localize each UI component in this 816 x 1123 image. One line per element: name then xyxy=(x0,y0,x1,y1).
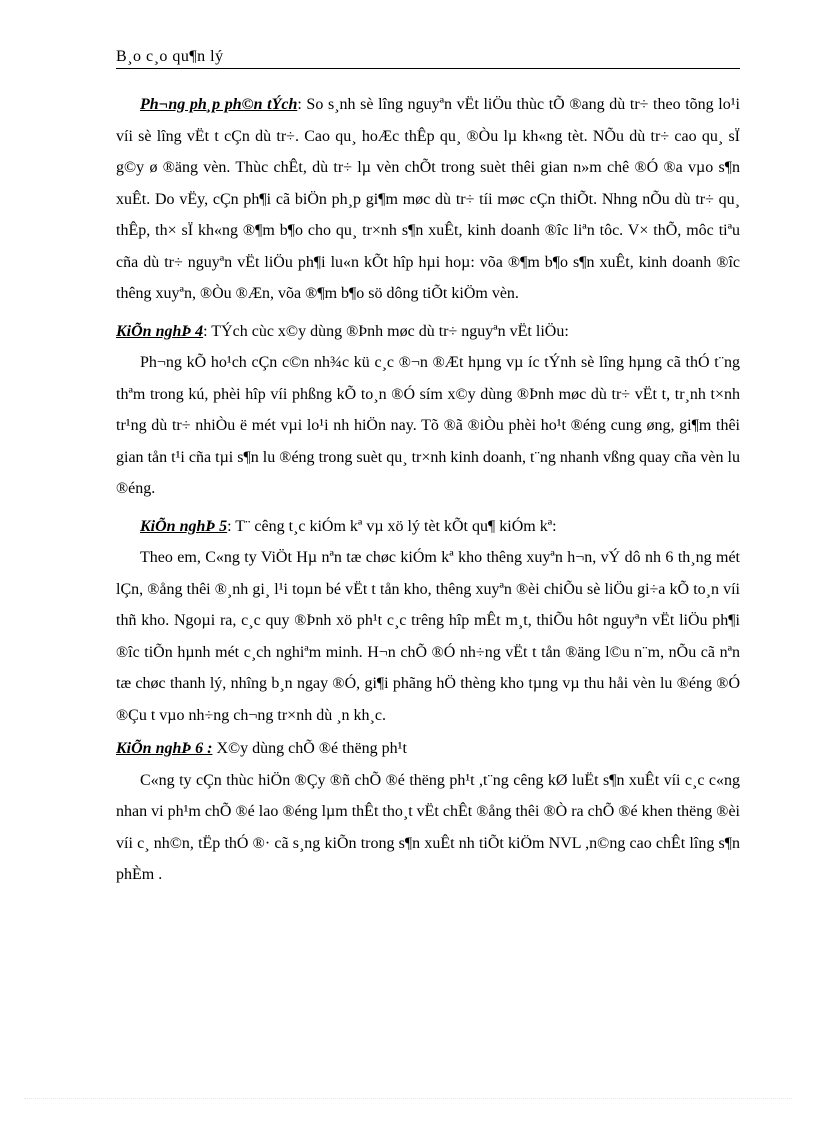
recommendation-5-heading xyxy=(116,511,740,543)
document-body xyxy=(116,89,740,891)
recommendation-6-heading xyxy=(116,733,740,765)
recommendation-4-label: KiÕn nghÞ 4 xyxy=(116,322,204,340)
recommendation-4-title: : TÝch cùc x©y dùng ®Þnh møc dù tr÷ nguyªn vËt liÖu: xyxy=(203,322,569,340)
recommendation-6-label: KiÕn nghÞ 6 : xyxy=(116,740,213,757)
analysis-method-text: : So s¸nh sè lîng nguyªn vËt liÖu thùc tÕ ®ang dù tr÷ theo tõng lo¹i víi sè lîng vËt t cÇn dù tr÷. Cao qu¸ hoÆc thÊp qu¸ ®Òu lµ kh«ng tèt. NÕu dù tr÷ cao qu¸ sÏ g©y ø ®äng vèn. Thùc chÊt, dù tr÷ lµ vèn chÕt trong suèt thêi gian n»m chê ®Ó ®a vµo s¶n xuÊt. Do vËy, cÇn ph¶i cã biÖn ph¸p gi¶m møc dù tr÷ tíi møc cÇn thiÕt. Nhng nÕu dù tr÷ qu¸ thÊp, th× sÏ kh«ng ®¶m b¶o cho qu¸ tr×nh s¶n xuÊt, kinh doanh ®îc liªn tôc. V× thÕ, môc tiªu cña dù tr÷ nguyªn vËt liÖu ph¶i lu«n kÕt hîp hµi hoµ: võa ®¶m b¶o s¶n xuÊt, kinh doanh ®îc thêng xuyªn, ®Òu ®Æn, võa ®¶m b¶o sö dông tiÕt kiÖm vèn. xyxy=(116,96,740,302)
analysis-method-label: Ph¬ng ph¸p ph©n tÝch xyxy=(140,96,298,113)
page-header: B¸o c¸o qu¶n lý xyxy=(116,48,740,69)
recommendation-5-title: : T¨ cêng t¸c kiÓm kª vµ xö lý tèt kÕt qu¶ kiÓm kª: xyxy=(227,517,557,535)
recommendation-5-body: Theo em, C«ng ty ViÖt Hµ nªn tæ chøc kiÓm kª kho thêng xuyªn h¬n, vÝ dô nh 6 th¸ng mét lÇn, ®ång thêi ®¸nh gi¸ l¹i toµn bé vËt t tån kho, thêng xuyªn ®èi chiÕu sè liÖu gi÷a kÕ to¸n víi thñ kho. Ngoµi ra, c¸c quy ®Þnh xö ph¹t c¸c trêng hîp mÊt m¸t, thiÕu hôt nguyªn vËt liÖu ph¶i ®îc tiÕn hµnh mét c¸ch nghiªm minh. H¬n chÕ ®Ó nh÷ng vËt t tån ®äng l©u n¨m, nÕu cã nªn tæ chøc thanh lý, nhîng b¸n ngay ®Ó, gi¶i phãng hÖ thèng kho tµng vµ thu håi vèn lu ®éng ®Ó ®Çu t vµo nh÷ng ch¬ng tr×nh dù ¸n kh¸c. xyxy=(116,549,740,724)
recommendation-5-label: KiÕn nghÞ 5 xyxy=(140,517,228,535)
recommendation-6-title: X©y dùng chÕ ®é thëng ph¹t xyxy=(212,740,407,757)
recommendation-4-body: Ph¬ng kÕ ho¹ch cÇn c©n nh¾c kü c¸c ®¬n ®Æt hµng vµ íc tÝnh sè lîng hµng cã thÓ t¨ng thªm trong kú, phèi hîp víi phßng kÕ to¸n ®Ó sím x©y dùng ®Þnh møc dù tr÷ vËt t, tr¸nh t×nh tr¹ng dù tr÷ nhiÒu ë mét vµi lo¹i nh hiÖn nay. Tõ ®ã ®iÒu phèi ho¹t ®éng cung øng, gi¶m thêi gian tån t¹i cña tµi s¶n lu ®éng trong suèt qu¸ tr×nh kinh doanh, t¨ng nhanh vßng quay cña vèn lu ®éng. xyxy=(116,354,740,497)
recommendation-6-body: C«ng ty cÇn thùc hiÖn ®Çy ®ñ chÕ ®é thëng ph¹t ,t¨ng cêng kØ luËt s¶n xuÊt víi c¸c c«ng nhan vi ph¹m chÕ ®é lao ®éng lµm thÊt tho¸t vËt chÊt ®ång thêi ®Ò ra chÕ ®é khen thëng ®èi víi c¸ nh©n, tËp thÓ ®· cã s¸ng kiÕn trong s¶n xuÊt nh tiÕt kiÖm NVL ,n©ng cao chÊt lîng s¶n phÈm . xyxy=(116,771,740,883)
analysis-method-paragraph xyxy=(116,89,740,310)
page-bottom-divider xyxy=(24,1098,792,1099)
recommendation-4-heading xyxy=(116,316,740,348)
